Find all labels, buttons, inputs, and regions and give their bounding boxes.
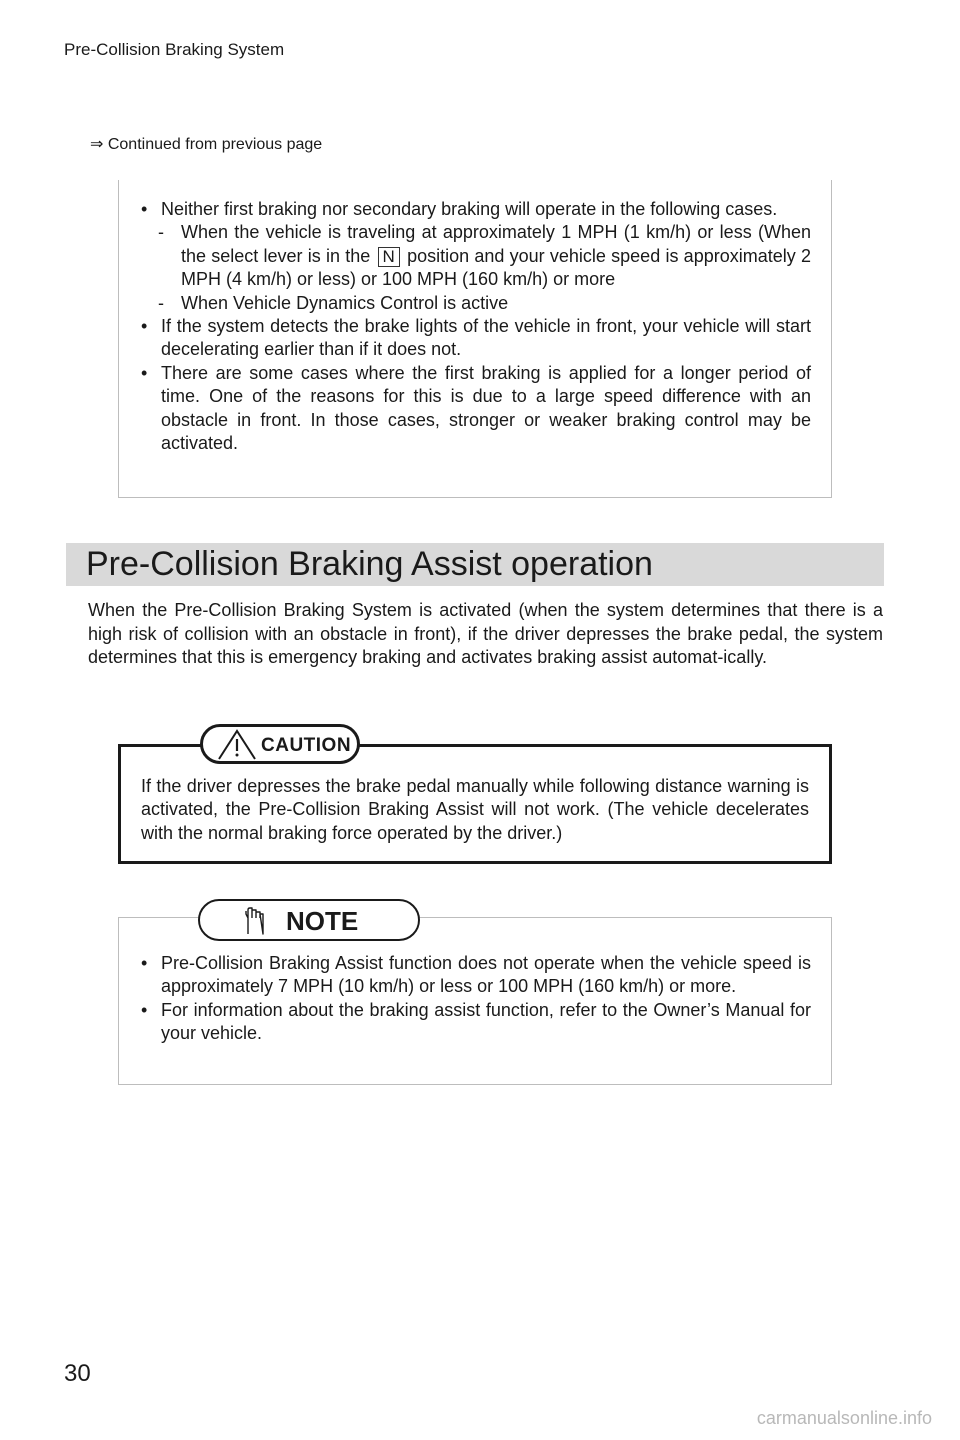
bullet-mark: • [141,316,148,337]
bullet-item [141,362,811,456]
sub-item [141,221,811,291]
caution-badge [200,724,360,764]
bullet-text: Neither first braking nor secondary braking will operate in the following cases. [161,199,778,219]
bullet-item [141,999,811,1046]
bullet-mark: • [141,199,148,219]
sub-item [141,292,811,315]
warning-triangle-icon [217,729,257,761]
conditions-box [118,180,832,498]
sub-item-text: When Vehicle Dynamics Control is active [181,292,509,313]
sub-item-text [181,221,811,291]
dash-mark: - [158,292,164,313]
note-hand-icon [242,906,266,936]
gear-position-box: N [378,247,400,267]
running-header: Pre-Collision Braking System [64,40,285,59]
bullet-mark: • [141,362,148,383]
bullet-item [141,315,811,362]
bullet-text: There are some cases where the first braking is applied for a longer period of time. One of the reasons for this is due to a large speed difference with an obstacle in front. In those cases, stronger or weaker braking control may be activated. [161,362,811,454]
bullet-text: For information about the braking assist function, refer to the Owner’s Manual for your vehicle. [161,999,811,1044]
sub-text-after: position and your vehicle speed is approximately 2 MPH (4 km/h) or less) or 100 MPH (160 km/h) or more [181,245,811,290]
sub-text-before: When the vehicle is traveling at approximately 1 MPH (1 km/h) or less (When the select lever is in the [181,222,811,266]
bullet-item [141,198,811,221]
bullet-mark: • [141,953,148,973]
continued-note: ⇒ Continued from previous page [90,136,323,153]
watermark: carmanualsonline.info [756,1408,932,1428]
caution-label: CAUTION [261,735,352,756]
section-heading: Pre-Collision Braking Assist operation [86,545,653,583]
dash-mark: - [158,222,164,243]
note-box [118,917,832,1085]
section-paragraph: When the Pre-Collision Braking System is activated (when the system determines that there is a high risk of collision with an obstacle in front), if the driver depresses the brake pedal, the system determines that this is emergency braking and activates braking assist automat-ically. [88,600,883,667]
bullet-text: Pre-Collision Braking Assist function does not operate when the vehicle speed is approximately 7 MPH (10 km/h) or less or 100 MPH (160 km/h) or more. [161,953,811,997]
caution-text: If the driver depresses the brake pedal manually while following distance warning is activated, the Pre-Collision Braking Assist will not work. (The vehicle decelerates with the normal braking force operated by the driver.) [141,776,809,843]
page-number: 30 [64,1360,91,1387]
note-label: NOTE [286,906,359,936]
bullet-mark: • [141,999,148,1020]
note-badge [198,899,420,941]
bullet-text: If the system detects the brake lights of the vehicle in front, your vehicle will start decelerating earlier than if it does not. [161,316,811,360]
bullet-item [141,952,811,999]
